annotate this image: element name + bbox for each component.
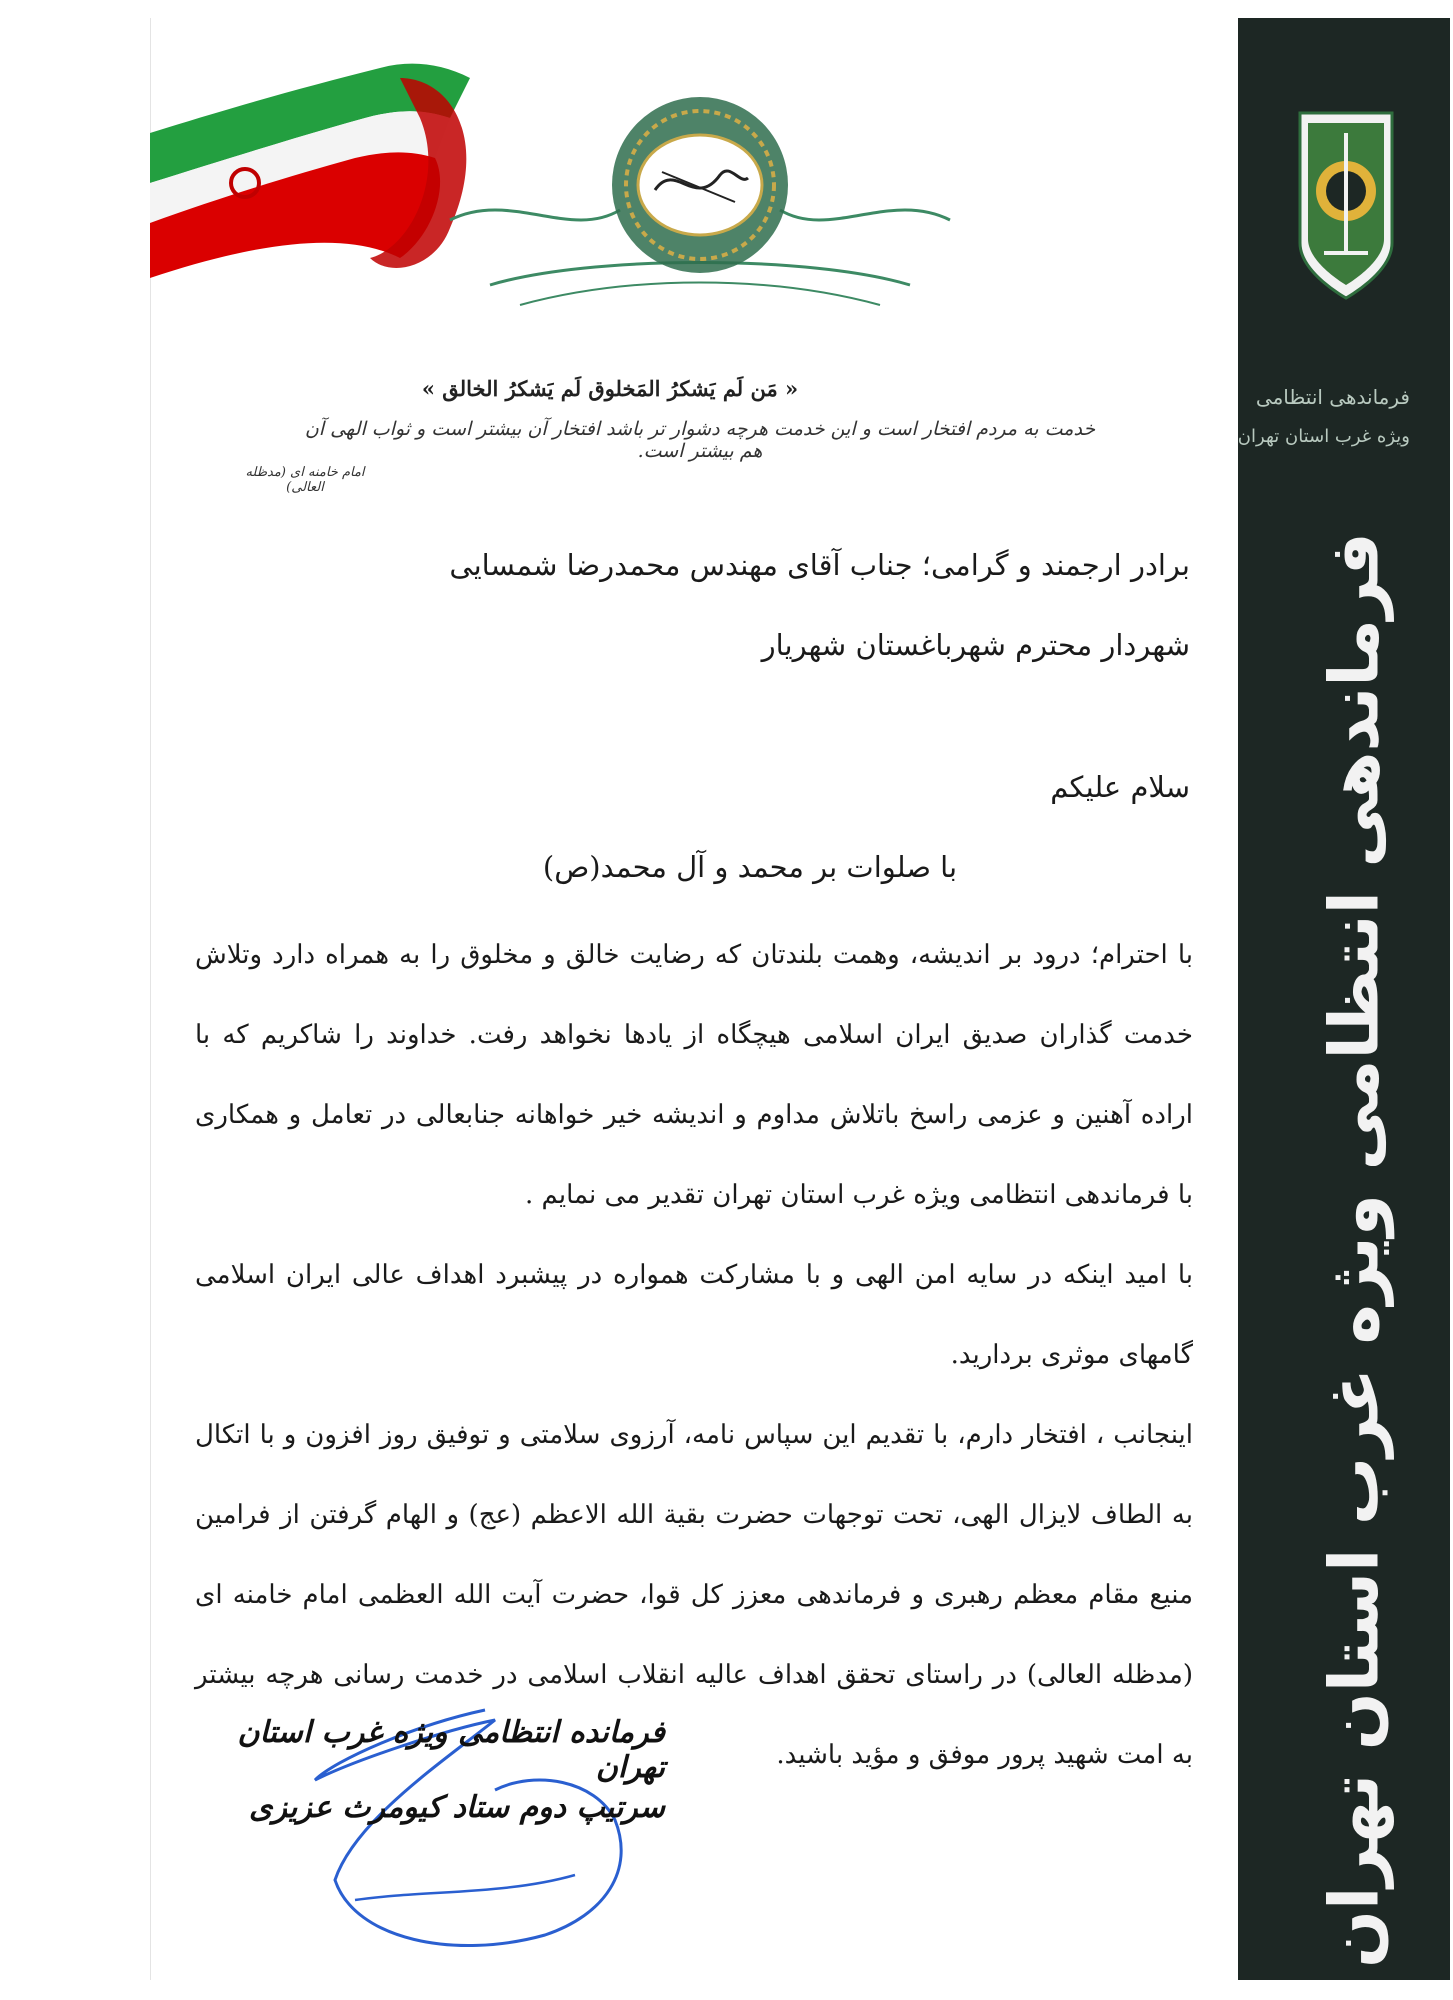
- salavat-line: با صلوات بر محمد و آل محمد(ص): [542, 850, 958, 884]
- basmala-ornament: [430, 90, 970, 330]
- banner-line-1: فرماندهی انتظامی: [1255, 385, 1410, 409]
- banner-vertical-title: فرماندهی انتظامی ویژه غرب استان تهران: [1315, 532, 1395, 1968]
- greeting: سلام علیکم: [1050, 770, 1190, 804]
- body-paragraph: با احترام؛ درود بر اندیشه، وهمت بلندتان که رضایت خالق و مخلوق را به همراه دارد وتلاش خدمت گذاران صدیق ایران اسلامی هیچگاه از یادها نخواهد رفت. خداوند را شاکریم که با اراده آهنین و عزمی راسخ باتلاش مداوم و اندیشه خیر خواهانه جنابعالی در تعامل و همکاری با فرماندهی انتظامی ویژه غرب استان تهران تقدیر می نمایم .: [195, 940, 1193, 1210]
- hadith-title: « مَن لَم یَشکرُ المَخلوق لَم یَشکرُ الخالق »: [421, 376, 799, 401]
- letter-body: [195, 915, 1193, 1795]
- recipient-line-1: برادر ارجمند و گرامی؛ جناب آقای مهندس محمدرضا شمسایی: [449, 548, 1190, 582]
- body-paragraph: با امید اینکه در سایه امن الهی و با مشارکت همواره در پیشبرد اهداف عالی ایران اسلامی گامهای موثری بردارید.: [195, 1260, 1193, 1370]
- body-paragraph: اینجانب ، افتخار دارم، با تقدیم این سپاس نامه، آرزوی سلامتی و توفیق روز افزون و با اتکال به الطاف لایزال الهی، تحت توجهات حضرت بقیة الله الاعظم (عج) و الهام گرفتن از فرامین منیع مقام معظم رهبری و فرماندهی معزز کل قوا، حضرت آیت الله العظمی امام خامنه ای (مدظله العالی) در راستای تحقق اهداف عالیه انقلاب اسلامی در خدمت رسانی هرچه بیشتر به امت شهید پرور موفق و مؤید باشید.: [195, 1420, 1193, 1770]
- signer-title: فرمانده انتظامی ویژه غرب استان تهران: [237, 1715, 665, 1785]
- hadith-source: امام خامنه ای (مدظله العالی): [245, 465, 365, 495]
- recipient-line-2: شهردار محترم شهرباغستان شهریار: [761, 628, 1190, 662]
- hadith-text: خدمت به مردم افتخار است و این خدمت هرچه دشوار تر باشد افتخار آن بیشتر است و ثواب الهی آن هم بیشتر است.: [304, 418, 1096, 462]
- banner-line-2: ویژه غرب استان تهران: [1237, 426, 1410, 447]
- signer-name: سرتیپ دوم ستاد کیومرث عزیزی: [249, 1790, 665, 1825]
- police-emblem-icon: [1294, 103, 1398, 303]
